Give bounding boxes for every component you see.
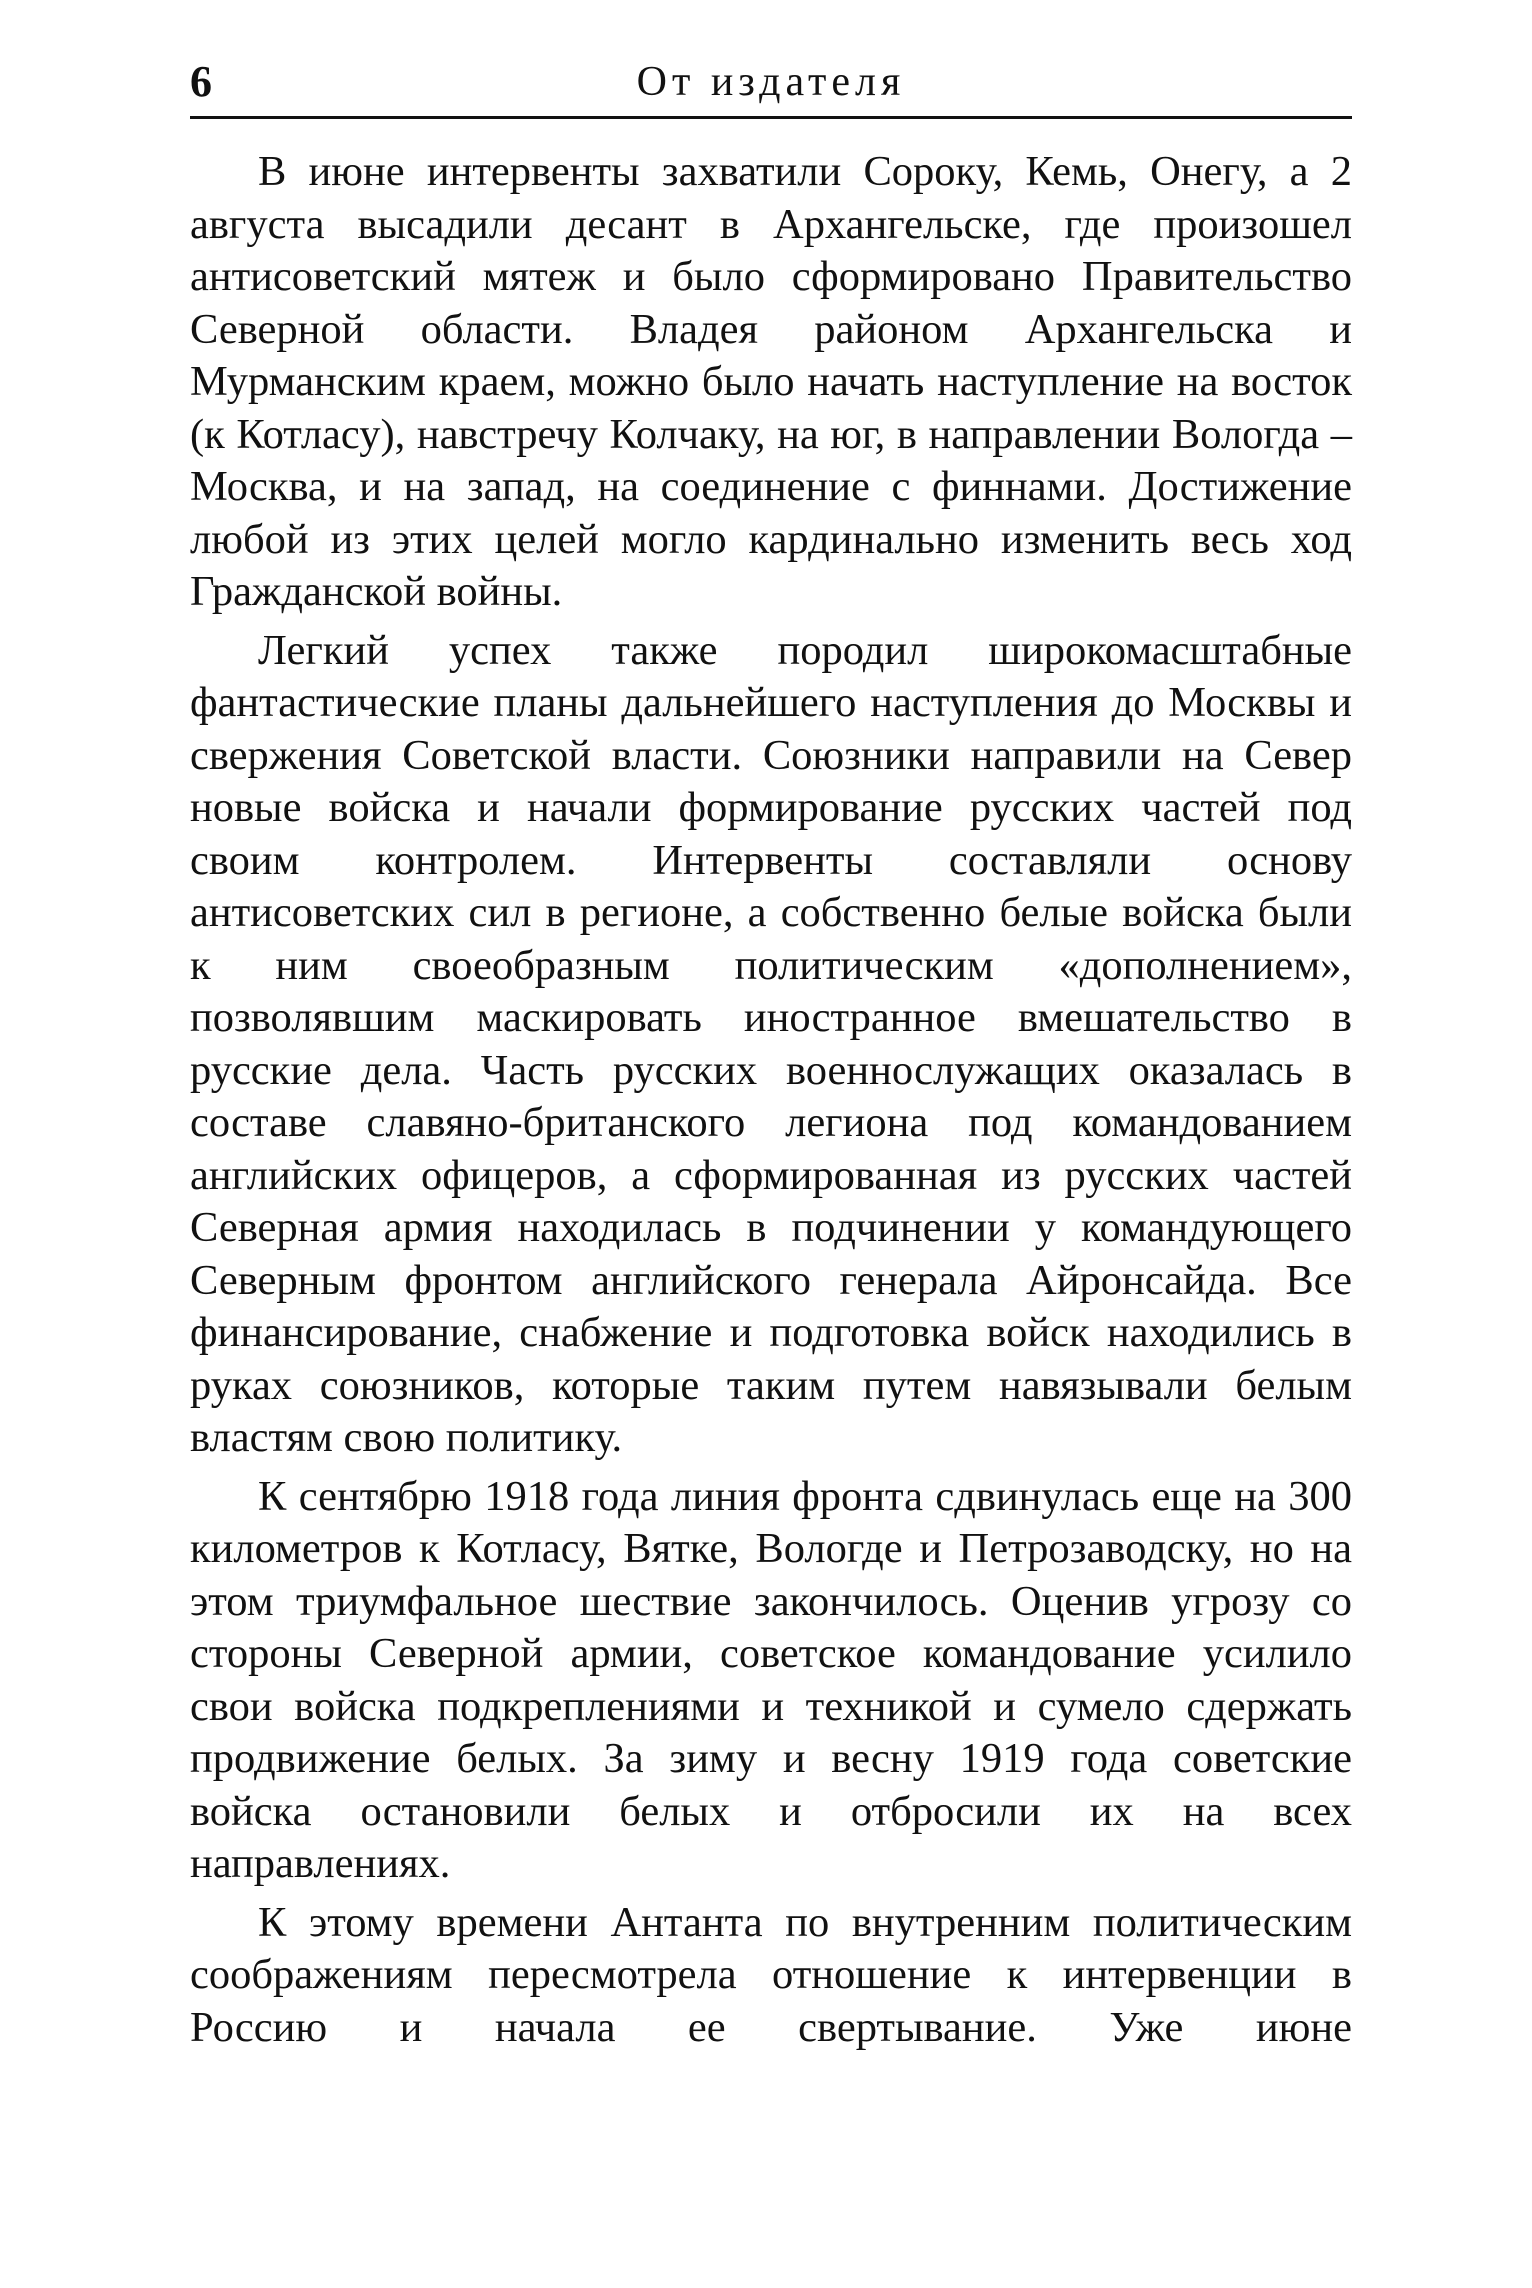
running-head	[190, 52, 1352, 112]
page-number: 6	[190, 57, 212, 106]
paragraph: К сентябрю 1918 года линия фронта сдвинулась еще на 300 километров к Котласу, Вятке, Вологде и Петрозаводску, но на этом триумфальное шествие закончилось. Оценив угрозу со стороны Северной армии, советское командование усилило свои войска подкреплениями и техникой и сумело сдержать продвижение белых. За зиму и весну 1919 года советские войска остановили белых и отбросили их на всех направлениях.	[190, 1472, 1352, 1887]
paragraph: В июне интервенты захватили Сороку, Кемь, Онегу, а 2 августа высадили десант в Архангельске, где произошел антисоветский мятеж и было сформировано Правительство Северной области. Владея районом Архангельска и Мурманским краем, можно было начать наступление на восток (к Котласу), навстречу Колчаку, на юг, в направлении Вологда – Москва, и на запад, на соединение с финнами. Достижение любой из этих целей могло кардинально изменить весь ход Гражданской войны.	[190, 148, 1352, 615]
header-divider	[190, 116, 1352, 119]
paragraph: Легкий успех также породил широкомасштабные фантастические планы дальнейшего наступления до Москвы и свержения Советской власти. Союзники направили на Север новые войска и начали формирование русских частей под своим контролем. Интервенты составляли основу антисоветских сил в регионе, а собственно белые войска были к ним своеобразным политическим «дополнением», позволявшим маскировать иностранное вмешательство в русские дела. Часть русских военнослужащих оказалась в составе славяно-британского легиона под командованием английских офицеров, а сформированная из русских частей Северная армия находилась в подчинении у командующего Северным фронтом английского генерала Айронсайда. Все финансирование, снабжение и подготовка войск находились в руках союзников, которые таким путем навязывали белым властям свою политику.	[190, 626, 1352, 1461]
running-head-title: От издателя	[636, 59, 906, 105]
body-text	[190, 146, 1352, 2060]
paragraph: К этому времени Антанта по внутренним политическим соображениям пересмотрела отношение к интервенции в Россию и начала ее свертывание. Уже июне	[190, 1898, 1352, 2051]
